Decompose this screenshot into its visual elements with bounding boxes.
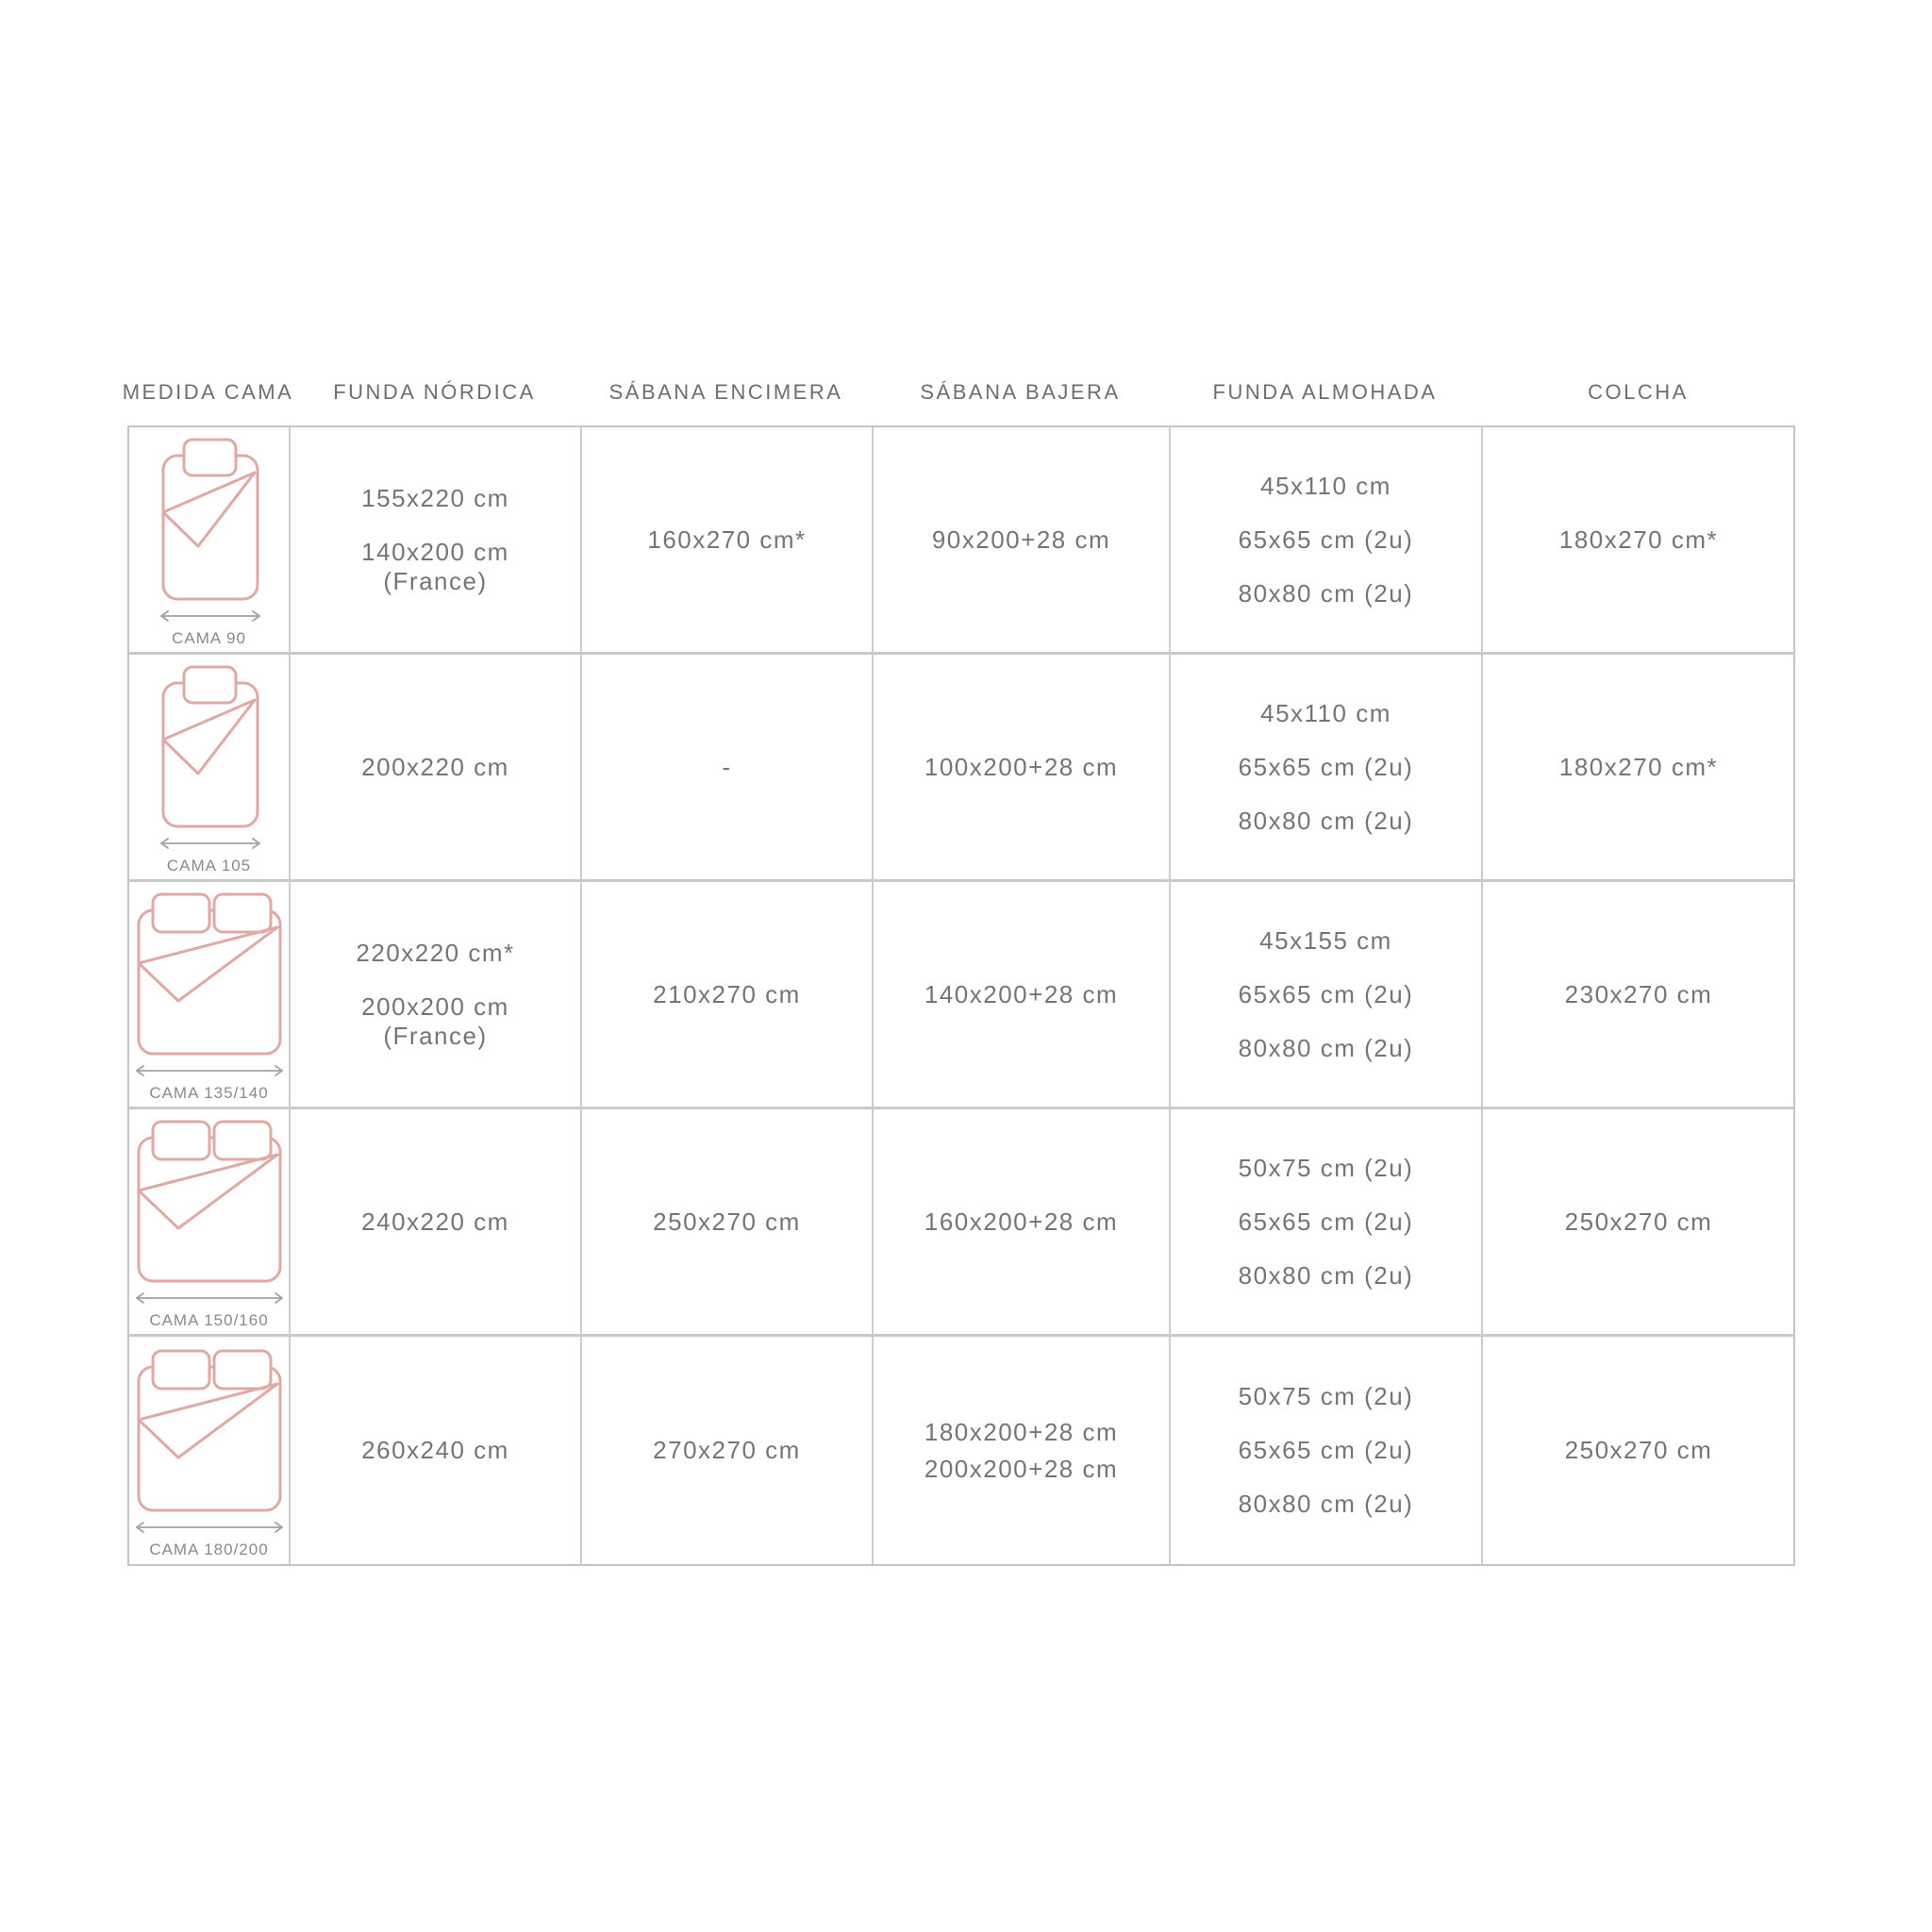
size-value: 160x200+28 cm bbox=[924, 1207, 1119, 1236]
column-header-sabana-encimera: SÁBANA ENCIMERA bbox=[608, 380, 843, 404]
size-value: 80x80 cm (2u) bbox=[1238, 578, 1414, 608]
cell-funda-nordica bbox=[291, 1109, 582, 1337]
size-value: 50x75 cm (2u) bbox=[1238, 1153, 1414, 1182]
size-value: 65x65 cm (2u) bbox=[1238, 1436, 1414, 1464]
column-header-funda-nordica: FUNDA NÓRDICA bbox=[333, 380, 536, 404]
cell-bed-size bbox=[129, 882, 291, 1109]
size-value: 100x200+28 cm bbox=[924, 752, 1119, 781]
column-header-funda-almohada: FUNDA ALMOHADA bbox=[1212, 380, 1438, 404]
cell-sabana-encimera bbox=[582, 1337, 874, 1564]
size-value: 180x270 cm* bbox=[1558, 525, 1719, 554]
size-value: 210x270 cm bbox=[653, 979, 801, 1008]
size-value: 90x200+28 cm bbox=[931, 525, 1111, 554]
cell-sabana-bajera bbox=[874, 427, 1171, 655]
column-header-sabana-bajera: SÁBANA BAJERA bbox=[920, 380, 1121, 404]
size-value: 155x220 cm bbox=[361, 483, 509, 512]
size-value: 80x80 cm (2u) bbox=[1238, 1260, 1414, 1290]
size-value: 260x240 cm bbox=[361, 1436, 509, 1464]
size-value: 200x200+28 cm bbox=[924, 1454, 1119, 1483]
size-value: - bbox=[722, 752, 732, 781]
cell-bed-size bbox=[129, 1337, 291, 1564]
cell-sabana-bajera bbox=[874, 882, 1171, 1109]
size-value: 45x110 cm bbox=[1260, 698, 1391, 727]
size-value: 65x65 cm (2u) bbox=[1238, 752, 1414, 781]
cell-funda-almohada bbox=[1171, 1337, 1483, 1564]
cell-sabana-encimera bbox=[582, 1109, 874, 1337]
cell-funda-nordica bbox=[291, 882, 582, 1109]
size-value: 65x65 cm (2u) bbox=[1238, 1207, 1414, 1236]
size-value: 270x270 cm bbox=[653, 1436, 801, 1464]
size-value: 80x80 cm (2u) bbox=[1238, 1033, 1414, 1062]
cell-bed-size bbox=[129, 1109, 291, 1337]
cell-bed-size bbox=[129, 427, 291, 655]
cell-colcha bbox=[1483, 655, 1794, 882]
size-value: 140x200+28 cm bbox=[924, 979, 1119, 1008]
size-value: 160x270 cm* bbox=[647, 525, 807, 554]
size-value: 180x270 cm* bbox=[1558, 752, 1719, 781]
double-bed-icon bbox=[129, 1117, 290, 1310]
cell-sabana-encimera bbox=[582, 427, 874, 655]
size-value: 230x270 cm bbox=[1564, 979, 1713, 1008]
bed-size-label: CAMA 90 bbox=[172, 629, 246, 647]
column-header-medida-cama: MEDIDA CAMA bbox=[122, 380, 294, 404]
size-table bbox=[127, 425, 1795, 1566]
size-value: 250x270 cm bbox=[1564, 1207, 1713, 1236]
double-bed-icon bbox=[129, 890, 290, 1083]
cell-colcha bbox=[1483, 1337, 1794, 1564]
table-header-row bbox=[122, 376, 1795, 408]
size-value: 180x200+28 cm bbox=[924, 1417, 1119, 1446]
size-value: 80x80 cm (2u) bbox=[1238, 806, 1414, 835]
size-value: 200x200 cm bbox=[361, 991, 509, 1021]
bed-size-label: CAMA 180/200 bbox=[149, 1540, 269, 1558]
size-value: 45x155 cm bbox=[1259, 925, 1392, 955]
single-bed-icon bbox=[148, 662, 271, 856]
single-bed-icon bbox=[148, 435, 271, 628]
cell-colcha bbox=[1483, 1109, 1794, 1337]
size-value: 250x270 cm bbox=[1564, 1436, 1713, 1464]
bed-size-label: CAMA 150/160 bbox=[149, 1311, 269, 1329]
bed-size-label: CAMA 135/140 bbox=[149, 1084, 269, 1102]
size-value: 50x75 cm (2u) bbox=[1238, 1382, 1414, 1410]
cell-funda-almohada bbox=[1171, 882, 1483, 1109]
size-value: 140x200 cm bbox=[361, 537, 509, 566]
cell-funda-nordica bbox=[291, 427, 582, 655]
size-value: (France) bbox=[383, 1021, 488, 1050]
size-value: 200x220 cm bbox=[361, 752, 509, 781]
cell-funda-nordica bbox=[291, 1337, 582, 1564]
size-value: 65x65 cm (2u) bbox=[1238, 525, 1414, 554]
cell-sabana-bajera bbox=[874, 655, 1171, 882]
cell-colcha bbox=[1483, 427, 1794, 655]
size-value: 65x65 cm (2u) bbox=[1238, 979, 1414, 1008]
size-value: 240x220 cm bbox=[361, 1207, 509, 1236]
cell-funda-nordica bbox=[291, 655, 582, 882]
column-header-colcha: COLCHA bbox=[1588, 380, 1689, 404]
size-value: 45x110 cm bbox=[1260, 471, 1391, 500]
cell-colcha bbox=[1483, 882, 1794, 1109]
size-value: 80x80 cm (2u) bbox=[1238, 1490, 1414, 1518]
size-value: 220x220 cm* bbox=[356, 938, 515, 967]
cell-sabana-bajera bbox=[874, 1337, 1171, 1564]
size-value: 250x270 cm bbox=[653, 1207, 801, 1236]
cell-sabana-bajera bbox=[874, 1109, 1171, 1337]
cell-sabana-encimera bbox=[582, 655, 874, 882]
cell-funda-almohada bbox=[1171, 1109, 1483, 1337]
size-value: (France) bbox=[383, 566, 488, 595]
bed-size-label: CAMA 105 bbox=[166, 857, 252, 874]
cell-sabana-encimera bbox=[582, 882, 874, 1109]
cell-bed-size bbox=[129, 655, 291, 882]
double-bed-icon bbox=[129, 1346, 290, 1540]
cell-funda-almohada bbox=[1171, 427, 1483, 655]
cell-funda-almohada bbox=[1171, 655, 1483, 882]
